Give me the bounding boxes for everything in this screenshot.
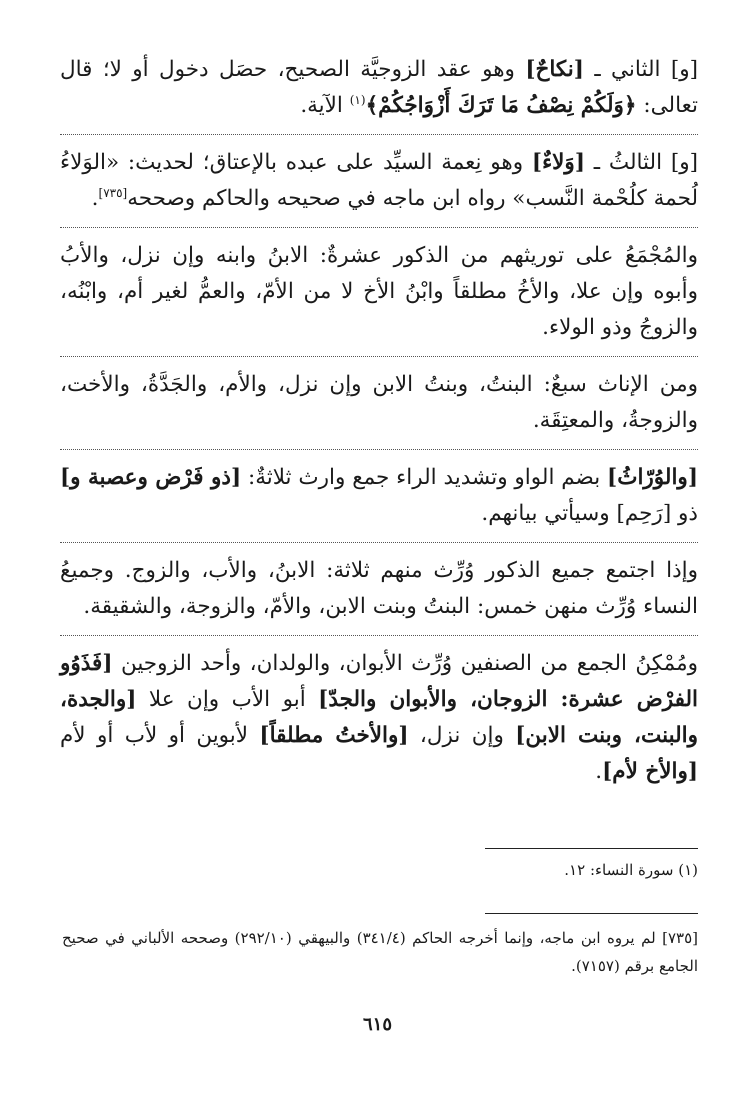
text-run: . [595, 759, 603, 784]
matn-text: [نكاحٌ] [525, 57, 584, 82]
text-run: [و] الثالثُ ـ [585, 150, 698, 175]
footnote-separator [485, 848, 698, 849]
text-run: الآية. [300, 93, 350, 118]
text-run: . [91, 186, 99, 211]
text-run: [و] الثاني ـ [583, 57, 698, 82]
paragraph-divider [60, 227, 698, 228]
paragraph-divider [60, 449, 698, 450]
text-run: وإذا اجتمع جميع الذكور وُرِّث منهم ثلاثة: الابنُ، والأب، والزوج. وجميعُ النساء وُرِّث منهن خمس: البنتُ وبنت الابن، والأمّ، والزوجة، والشقيقة. [60, 558, 698, 619]
main-text [60, 52, 698, 790]
footnote-hadith-reference: [٧٣٥] لم يروه ابن ماجه، وإنما أخرجه الحاكم (٣٤١/٤) والبيهقي (٢٩٢/١٠) وصححه الألباني في صحيح الجامع برقم (٧١٥٧). [62, 929, 698, 975]
matn-text: [والوُرّاثُ] [607, 465, 698, 490]
paragraph [60, 238, 698, 346]
paragraph [60, 367, 698, 439]
footnote-separator [485, 913, 698, 914]
text-run: وهو عقد الزوجيَّة الصحيح، حصَل دخول أو لا؛ قال تعالى: [60, 57, 698, 118]
page-number: ٦١٥ [362, 1014, 392, 1035]
reference-marker: [٧٣٥] [98, 185, 128, 200]
text-run: ذو [رَحِم] وسيأتي بيانهم. [481, 501, 698, 526]
text-run: أبو الأب وإن علا [136, 687, 319, 712]
text-run: ومن الإناث سبعٌ: البنتُ، وبنتُ الابن وإن نزل، والأم، والجَدَّةُ، والأخت، والزوجةُ، والمعتِقَة. [60, 372, 698, 433]
reference-marker: (١) [349, 92, 366, 107]
matn-text: [فَذَوُو الفرْض عشرة: الزوجان، والأبوان والجدّ] [60, 651, 698, 712]
text-run: وهو نِعمة السيِّد على عبده بالإعتاق؛ لحديث: «الوَلاءُ لُحمة كلُحْمة النَّسب» رواه ابن ماجه في صحيحه والحاكم وصححه [60, 150, 698, 211]
text-run: ومُمْكِنُ الجمع من الصنفين وُرِّث الأبوان، والولدان، وأحد الزوجين [112, 651, 698, 676]
paragraph [60, 646, 698, 790]
paragraph-divider [60, 635, 698, 636]
paragraph [60, 145, 698, 217]
paragraph-divider [60, 542, 698, 543]
paragraph-divider [60, 356, 698, 357]
text-run: وإن نزل، [408, 723, 516, 748]
matn-text: [والأخ لأم] [602, 759, 698, 784]
footnote-quran-reference: (١) سورة النساء: ١٢. [564, 861, 698, 879]
paragraph [60, 553, 698, 625]
matn-text: [والأختُ مطلقاً] [259, 723, 409, 748]
paragraph-divider [60, 134, 698, 135]
paragraph [60, 460, 698, 532]
matn-text: [ذو فَرْض وعصبة و] [59, 465, 242, 490]
paragraph [60, 52, 698, 124]
quran-verse: ﴿وَلَكُمْ نِصْفُ مَا تَرَكَ أَزْوَاجُكُمْ﴾ [365, 93, 637, 118]
matn-text: [وَلاءٌ] [531, 150, 585, 175]
text-run: والمُجْمَعُ على توريثهم من الذكور عشرةٌ: الابنُ وابنه وإن نزل، والأبُ وأبوه وإن علا، والأخُ مطلقاً وابْنُ الأخ لا من الأمّ، والعمُّ لغير أم، وابْنُه، والزوجُ وذو الولاء. [60, 243, 698, 340]
matn-text: [والجدة، والبنت، وبنت الابن] [60, 687, 698, 748]
text-run: لأبوين أو لأب أو لأم [60, 723, 260, 748]
text-run: بضم الواو وتشديد الراء جمع وارث ثلاثةٌ: [241, 465, 608, 490]
